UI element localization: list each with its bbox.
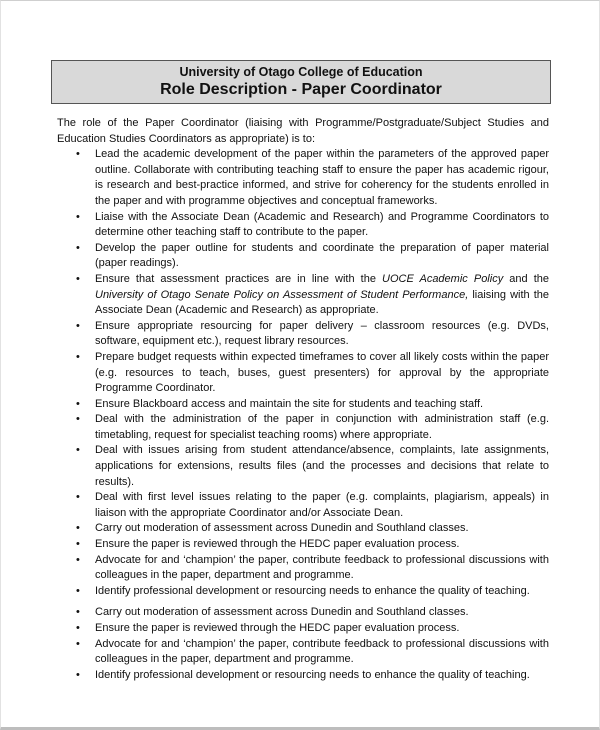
list-item (57, 537, 549, 553)
list-item (57, 350, 549, 397)
list-item (57, 241, 549, 272)
list-item (57, 553, 549, 584)
list-item (57, 668, 549, 684)
bullet-icon: • (76, 622, 80, 634)
list-item-text: Develop the paper outline for students and coordinate the preparation of paper material (paper readings). (95, 241, 549, 270)
list-item (57, 412, 549, 443)
list-item (57, 397, 549, 413)
bullet-icon: • (76, 397, 80, 410)
list-item (57, 621, 549, 637)
bullet-icon: • (76, 606, 80, 619)
list-item-text: Deal with issues arising from student attendance/absence, complaints, late assignments, applications for extensions, results files (and the processes and decisions that relate to results). (95, 444, 549, 488)
bullet-icon: • (76, 584, 80, 597)
list-item-text: Advocate for and ‘champion’ the paper, contribute feedback to professional discussions with colleagues in the paper, department and programme. (95, 637, 549, 666)
bullet-icon: • (76, 522, 80, 535)
list-item-text: Ensure the paper is reviewed through the HEDC paper evaluation process. (95, 538, 460, 551)
list-item (57, 147, 549, 209)
policy-name: University of Otago Senate Policy on Assessment of Student Performance, (95, 288, 469, 301)
bullet-icon: • (76, 350, 80, 363)
list-item-text: Ensure Blackboard access and maintain the site for students and teaching staff. (95, 397, 484, 410)
bullet-icon: • (76, 538, 80, 551)
policy-name: UOCE Academic Policy (382, 272, 504, 285)
list-item-text: Advocate for and ‘champion’ the paper, contribute feedback to professional discussions with colleagues in the paper, department and programme. (95, 553, 549, 582)
text-run: Ensure that assessment practices are in line with the (95, 272, 383, 285)
document-header (51, 60, 551, 104)
list-item (57, 605, 549, 621)
list-item-text: Deal with first level issues relating to the paper (e.g. complaints, plagiarism, appeals) in liaison with the appropriate Coordinator and/or Associate Dean. (95, 491, 549, 519)
text-run: liaising with the Associate Dean (Academic and Research) as appropriate. (95, 288, 550, 317)
bullet-icon: • (76, 637, 80, 650)
document-body (57, 116, 549, 683)
list-item-text: Identify professional development or resourcing needs to enhance the quality of teaching. (95, 584, 530, 597)
institution-name: University of Otago College of Education (179, 65, 423, 79)
list-item (57, 584, 549, 600)
list-item (57, 319, 549, 350)
bullet-icon: • (76, 272, 80, 285)
list-item-text: Prepare budget requests within expected timeframes to cover all likely costs within the paper (e.g. resources to teach, buses, guest presenters) for approval by the appropriate Programme Coordinator. (95, 350, 549, 395)
bullet-icon: • (76, 491, 80, 504)
bullet-icon: • (76, 444, 80, 457)
list-item (57, 637, 549, 668)
bullet-icon: • (76, 319, 80, 332)
document-title: Role Description - Paper Coordinator (160, 81, 442, 98)
list-item-text: Lead the academic development of the paper within the parameters of the approved paper outline. Collaborate with contributing teaching staff to ensure the paper has academic rigour, is research and best-practice informed, and strive for coherency for the students enrolled in the paper and with programme objectives and conceptual frameworks. (95, 148, 549, 207)
text-run: and the (503, 272, 549, 285)
bullet-icon: • (76, 668, 80, 681)
bullet-icon: • (76, 413, 80, 426)
bullet-icon: • (76, 553, 80, 566)
list-item (57, 490, 549, 521)
list-item (57, 521, 549, 537)
list-item (57, 443, 549, 490)
bullet-icon: • (76, 148, 80, 161)
list-item-text: Identify professional development or resourcing needs to enhance the quality of teaching. (95, 668, 530, 681)
responsibilities-list (57, 147, 549, 599)
list-item (57, 272, 549, 319)
list-item-text: Ensure appropriate resourcing for paper delivery – classroom resources (e.g. DVDs, software, equipment etc.), request library resources. (95, 319, 549, 348)
list-item-text (95, 273, 549, 316)
list-item-text: Ensure the paper is reviewed through the HEDC paper evaluation process. (95, 622, 460, 634)
list-item-text: Liaise with the Associate Dean (Academic and Research) and Programme Coordinators to determine other teaching staff to contribute to the paper. (95, 210, 549, 239)
list-item-text: Carry out moderation of assessment across Dunedin and Southland classes. (95, 522, 469, 535)
list-item (57, 210, 549, 241)
bullet-icon: • (76, 241, 80, 254)
bullet-icon: • (76, 210, 80, 223)
responsibilities-list-repeat (57, 605, 549, 683)
list-item-text: Deal with the administration of the paper in conjunction with administration staff (e.g. timetabling, request for specialist teaching rooms) where appropriate. (95, 413, 549, 441)
intro-paragraph: The role of the Paper Coordinator (liaising with Programme/Postgraduate/Subject Studies and Education Studies Coordinators as appropriate) is to: (57, 117, 549, 145)
list-item-text: Carry out moderation of assessment across Dunedin and Southland classes. (95, 606, 469, 619)
